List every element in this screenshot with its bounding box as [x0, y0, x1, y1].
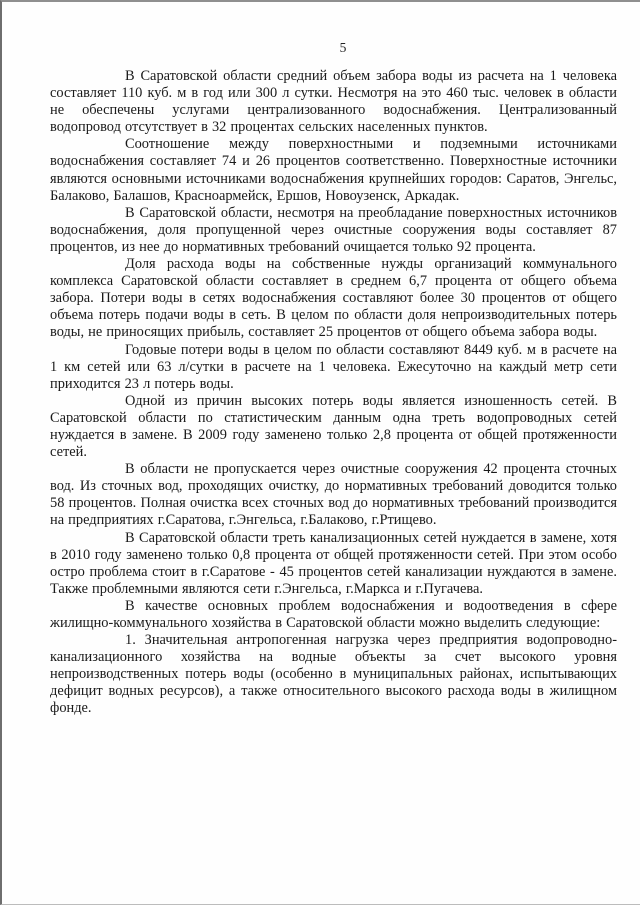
document-text-body	[50, 68, 617, 718]
paragraph-source-ratio: Соотношение между поверхностными и подземными источниками водоснабжения составляет 74 и 26 процентов соответственно. Поверхностные источники являются основными источниками водоснабжения крупнейших городов: Саратов, Энгельс, Балаково, Балашов, Красноармейск, Ершов, Новоузенск, Аркадак.	[50, 136, 617, 204]
paragraph-problems-intro: В качестве основных проблем водоснабжения и водоотведения в сфере жилищно-коммунального хозяйства в Саратовской области можно выделить следующие:	[50, 597, 617, 631]
paragraph-problem-item-1: 1. Значительная антропогенная нагрузка через предприятия водопроводно-канализационного хозяйства на водные объекты за счет высокого уровня непроизводственных потерь воды (особенно в муниципальных районах, испытывающих дефицит водных ресурсов), а также относительного высокого расхода воды в жилищном фонде.	[50, 632, 617, 717]
paragraph-own-needs-losses: Доля расхода воды на собственные нужды организаций коммунального комплекса Саратовской области составляет в среднем 6,7 процента от общего объема забора. Потери воды в сетях водоснабжения составляют более 30 процентов от общего объема потерь подачи воды в сеть. В целом по области доля непроизводительных потерь воды, не приносящих прибыль, составляет 25 процентов от общего объема забора воды.	[50, 256, 617, 341]
paragraph-annual-losses: Годовые потери воды в целом по области составляют 8449 куб. м в расчете на 1 км сетей или 63 л/сутки в расчете на 1 человека. Ежесуточно на каждый метр сети приходится 23 л потерь воды.	[50, 341, 617, 392]
paragraph-treatment-share: В Саратовской области, несмотря на преобладание поверхностных источников водоснабжения, доля пропущенной через очистные сооружения воды составляет 87 процентов, из нее до нормативных требований очищается только 92 процента.	[50, 204, 617, 255]
paragraph-network-wear: Одной из причин высоких потерь воды является изношенность сетей. В Саратовской области по статистическим данным одна треть водопроводных сетей нуждается в замене. В 2009 году заменено только 2,8 процента от общей протяженности сетей.	[50, 392, 617, 461]
paragraph-sewer-networks: В Саратовской области треть канализационных сетей нуждается в замене, хотя в 2010 году заменено только 0,8 процента от общей протяженности сетей. При этом особо остро проблема стоит в г.Саратове - 45 процентов сетей канализации нуждаются в замене. Также проблемными являются сети г.Энгельса, г.Маркса и г.Пугачева.	[50, 529, 617, 597]
paragraph-wastewater-treatment: В области не пропускается через очистные сооружения 42 процента сточных вод. Из сточных вод, проходящих очистку, до нормативных требований доводится только 58 процентов. Полная очистка всех сточных вод до нормативных требований производится на предприятиях г.Саратова, г.Энгельса, г.Балаково, г.Ртищево.	[50, 461, 617, 529]
paragraph-water-intake: В Саратовской области средний объем забора воды из расчета на 1 человека составляет 110 куб. м в год или 300 л сутки. Несмотря на это 460 тыс. человек в области не обеспечены услугами централизованного водоснабжения. Централизованный водопровод отсутствует в 32 процентах сельских населенных пунктов.	[50, 68, 617, 136]
page-number: 5	[339, 40, 347, 55]
